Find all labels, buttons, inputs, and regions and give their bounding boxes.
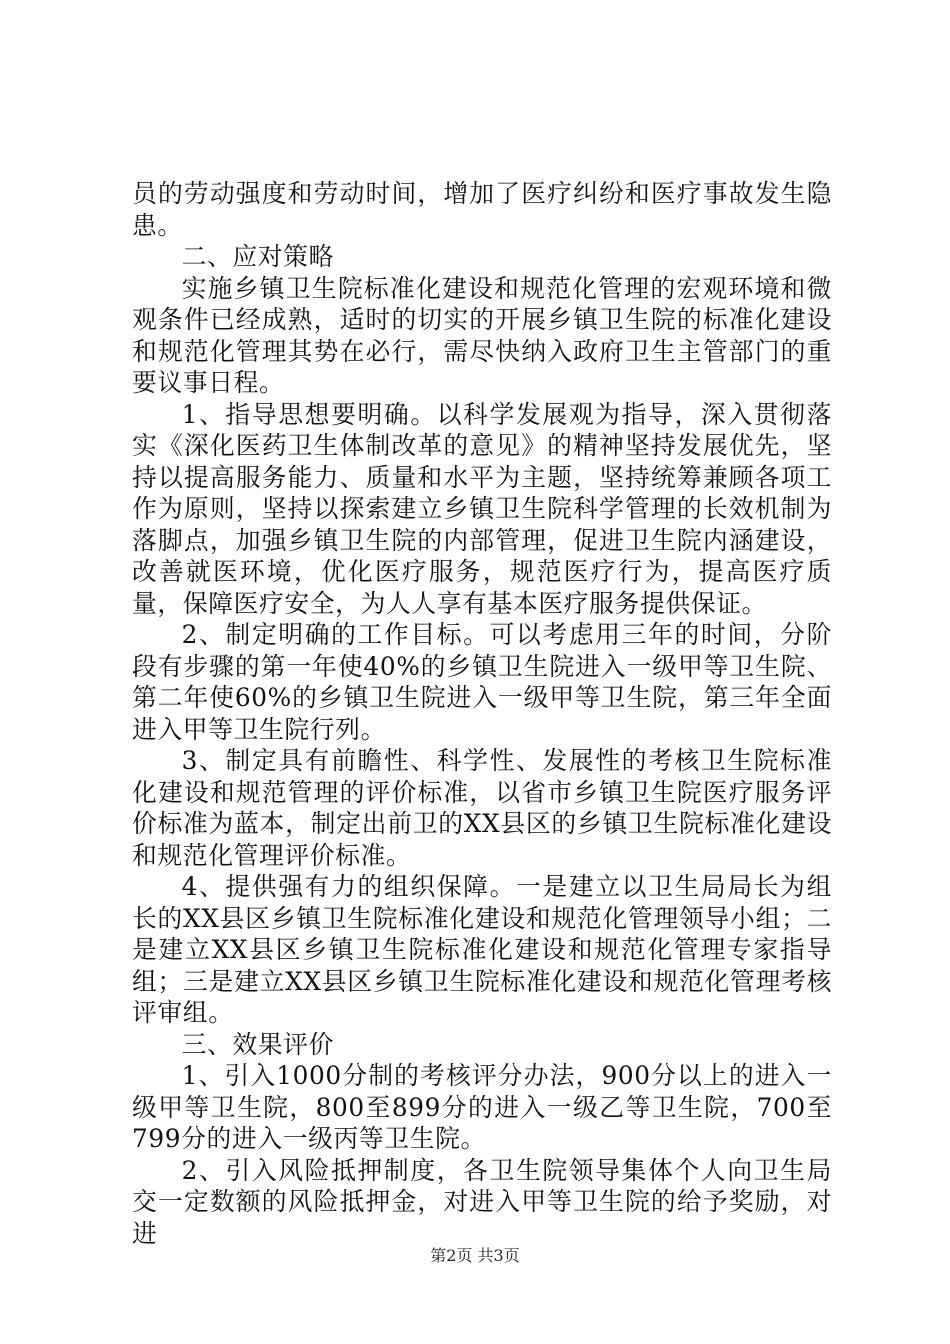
paragraph-evaluation-standards: 3、制定具有前瞻性、科学性、发展性的考核卫生院标准化建设和规范管理的评价标准，以省市乡镇卫生院医疗服务评价标准为蓝本，制定出前卫的XX县区的乡镇卫生院标准化建设和规范化管理评价标准。 — [132, 746, 832, 870]
paragraph-risk-deposit: 2、引入风险抵押制度，各卫生院领导集体个人向卫生局交一定数额的风险抵押金，对进入甲等卫生院的给予奖励，对进 — [132, 1155, 832, 1248]
paragraph-work-goals: 2、制定明确的工作目标。可以考虑用三年的时间，分阶段有步骤的第一年使40%的乡镇卫生院进入一级甲等卫生院、第二年使60%的乡镇卫生院进入一级甲等卫生院，第三年全面进入甲等卫生院行列。 — [132, 620, 832, 744]
paragraph-continuation: 员的劳动强度和劳动时间，增加了医疗纠纷和医疗事故发生隐患。 — [132, 179, 832, 240]
document-body — [132, 178, 832, 1249]
paragraph-intro: 实施乡镇卫生院标准化建设和规范化管理的宏观环境和微观条件已经成熟，适时的切实的开展乡镇卫生院的标准化建设和规范化管理其势在必行，需尽快纳入政府卫生主管部门的重要议事日程。 — [132, 273, 832, 397]
section-heading-evaluation: 三、效果评价 — [181, 1029, 334, 1059]
paragraph-organization: 4、提供强有力的组织保障。一是建立以卫生局局长为组长的XX县区乡镇卫生院标准化建设和规范化管理领导小组；二是建立XX县区乡镇卫生院标准化建设和规范化管理专家指导组；三是建立XX县区乡镇卫生院标准化建设和规范化管理考核评审组。 — [132, 872, 832, 1027]
page-number-footer: 第2页 共3页 — [430, 1246, 520, 1265]
section-heading-strategy: 二、应对策略 — [181, 242, 334, 271]
paragraph-guiding-ideology: 1、指导思想要明确。以科学发展观为指导，深入贯彻落实《深化医药卫生体制改革的意见》的精神坚持发展优先，坚持以提高服务能力、质量和水平为主题，坚持统筹兼顾各项工作为原则，坚持以探索建立乡镇卫生院科学管理的长效机制为落脚点，加强乡镇卫生院的内部管理，促进卫生院内涵建设，改善就医环境，优化医疗服务，规范医疗行为，提高医疗质量，保障医疗安全，为人人享有基本医疗服务提供保证。 — [132, 399, 832, 618]
paragraph-scoring-method: 1、引入1000分制的考核评分办法，900分以上的进入一级甲等卫生院，800至899分的进入一级乙等卫生院，700至799分的进入一级丙等卫生院。 — [132, 1061, 832, 1153]
